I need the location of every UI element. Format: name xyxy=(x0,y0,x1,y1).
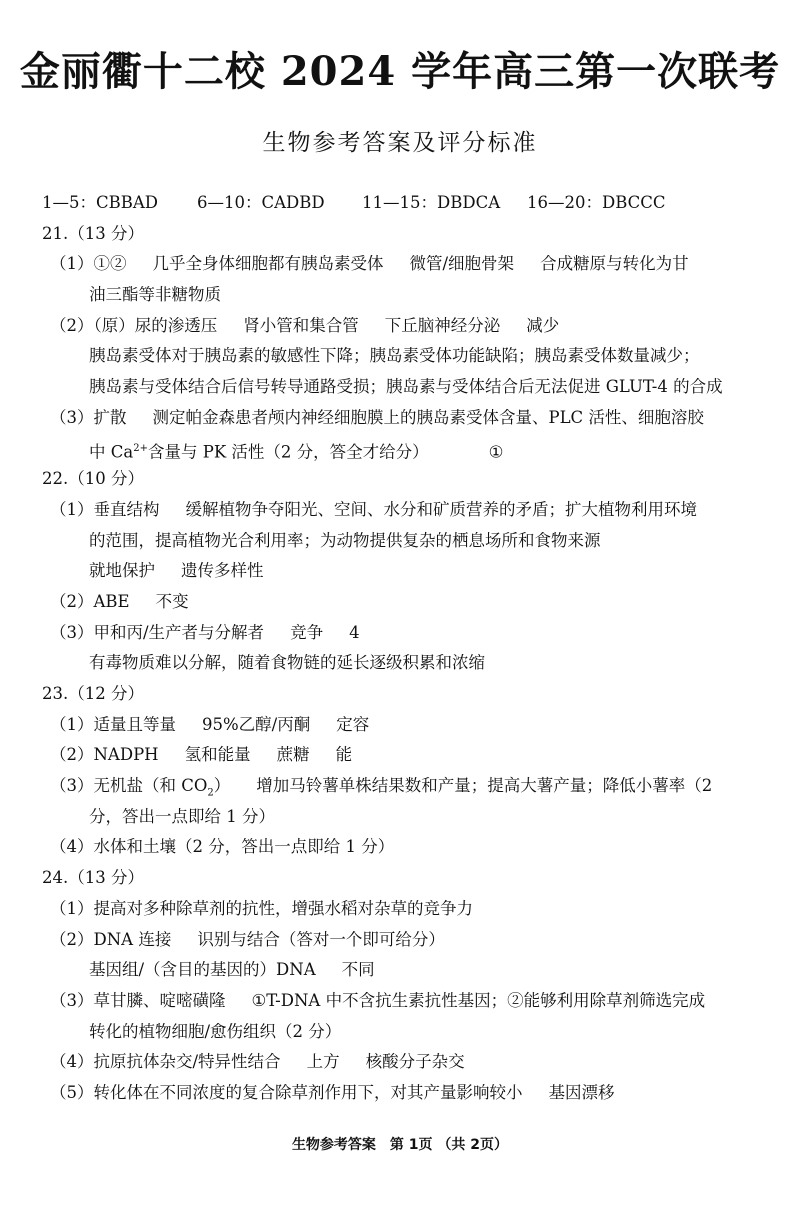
q21-p1-a: （1）①② xyxy=(50,254,127,274)
q21-p2-c: 下丘脑神经分泌 xyxy=(384,315,501,335)
q24-p3-a: （3）草甘膦、啶嘧磺隆 xyxy=(50,990,226,1010)
page-subtitle: 生物参考答案及评分标准 xyxy=(262,130,538,156)
q21-p3-ca-charge: 2+ xyxy=(133,442,148,454)
q24-part2-cont xyxy=(42,955,782,986)
q22-part2 xyxy=(42,587,782,618)
q23-p3-pre: （3）无机盐（和 CO xyxy=(50,776,208,796)
q23-p2-c: 蔗糖 xyxy=(276,745,310,765)
answer-content xyxy=(42,188,782,1109)
q24-part3-cont: 转化的植物细胞/愈伤组织（2 分） xyxy=(89,1021,342,1041)
q24-part2 xyxy=(42,925,782,956)
q21-p3-rest: 含量与 PK 活性（2 分，答全才给分） xyxy=(147,442,429,461)
q21-part2 xyxy=(42,311,782,342)
q23-p1-c: 定容 xyxy=(336,714,370,734)
q22-part3 xyxy=(42,618,782,649)
q24-p2b-b: 不同 xyxy=(341,960,375,980)
q22-part3-cont: 有毒物质难以分解，随着食物链的延长逐级积累和浓缩 xyxy=(89,653,485,673)
q23-p2-d: 能 xyxy=(335,745,353,765)
q22-p2-a: （2）ABE xyxy=(50,591,130,611)
q21-p2-a: （2）（原）尿的渗透压 xyxy=(50,315,218,335)
q22-part1 xyxy=(42,495,782,526)
q24-p4-b: 上方 xyxy=(306,1052,340,1072)
q24-p4-c: 核酸分子杂交 xyxy=(365,1052,465,1072)
choice-11-15: 11—15：DBDCA xyxy=(362,193,501,212)
q22-p1-b: 缓解植物争夺阳光、空间、水分和矿质营养的矛盾；扩大植物利用环境 xyxy=(185,499,697,519)
q23-part4: （4）水体和土壤（2 分，答出一点即给 1 分） xyxy=(50,837,395,857)
choice-16-20: 16—20：DBCCC xyxy=(527,193,666,212)
q23-p1-a: （1）适量且等量 xyxy=(50,714,176,734)
q21-p1-d: 合成糖原与转化为甘 xyxy=(540,254,689,274)
q22-p2-b: 不变 xyxy=(155,591,189,611)
q23-part1 xyxy=(42,710,782,741)
q22-p1c-a: 就地保护 xyxy=(89,561,155,581)
q24-part1: （1）提高对多种除草剂的抗性，增强水稻对杂草的竞争力 xyxy=(50,898,473,918)
q21-p3-b: 测定帕金森患者颅内神经细胞膜上的胰岛素受体含量、PLC 活性、细胞溶胶 xyxy=(152,407,704,427)
q24-p2-a: （2）DNA 连接 xyxy=(50,929,172,949)
q23-p2-b: 氢和能量 xyxy=(184,745,251,765)
q24-p2b-a: 基因组/（含目的基因的）DNA xyxy=(89,960,316,980)
choice-1-5: 1—5：CBBAD xyxy=(42,193,159,212)
q23-p1-b: 95%乙醇/丙酮 xyxy=(202,714,311,734)
q24-p5-a: （5）转化体在不同浓度的复合除草剂作用下，对其产量影响较小 xyxy=(50,1082,523,1102)
q24-p2-b: 识别与结合（答对一个即可给分） xyxy=(197,929,445,949)
q23-p3-rest: 增加马铃薯单株结果数和产量；提高大薯产量；降低小薯率（2 xyxy=(256,776,713,796)
q24-p5-b: 基因漂移 xyxy=(548,1082,615,1102)
choice-6-10: 6—10：CADBD xyxy=(197,193,325,212)
q21-part2-cont2: 胰岛素与受体结合后信号转导通路受损；胰岛素与受体结合后无法促进 GLUT-4 的合成 xyxy=(89,377,723,397)
q21-p3-ca: 中 Ca xyxy=(89,442,134,461)
q21-part2-cont1: 胰岛素受体对于胰岛素的敏感性下降；胰岛素受体功能缺陷；胰岛素受体数量减少； xyxy=(89,346,700,366)
q24-part4 xyxy=(42,1047,782,1078)
q21-p3-a: （3）扩散 xyxy=(50,407,127,427)
q22-header: 22.（10 分） xyxy=(42,469,144,489)
q22-p1c-b: 遗传多样性 xyxy=(181,561,264,581)
page-footer: 生物参考答案 第 1页 （共 2页） xyxy=(291,1137,509,1153)
q23-p3-co2-sub: 2 xyxy=(207,787,214,799)
q24-part5 xyxy=(42,1078,782,1109)
q21-p2-b: 肾小管和集合管 xyxy=(243,315,359,335)
choice-answers xyxy=(42,188,782,219)
q24-p4-a: （4）抗原抗体杂交/特异性结合 xyxy=(50,1052,281,1072)
q24-header: 24.（13 分） xyxy=(42,868,144,888)
q23-p3-post: ） xyxy=(213,776,231,796)
q21-p3-end: ① xyxy=(488,442,504,461)
q21-p1-b: 几乎全身体细胞都有胰岛素受体 xyxy=(152,254,384,274)
q23-part2 xyxy=(42,740,782,771)
q23-p2-a: （2）NADPH xyxy=(50,745,159,765)
q22-p3-c: 4 xyxy=(349,622,360,642)
q23-part3-cont: 分，答出一点即给 1 分） xyxy=(89,806,275,826)
q22-part1-cont: 的范围，提高植物光合利用率；为动物提供复杂的栖息场所和食物来源 xyxy=(89,530,601,550)
q21-p2-d: 减少 xyxy=(526,315,560,335)
q24-p3-b: ①T-DNA 中不含抗生素抗性基因；②能够利用除草剂筛选完成 xyxy=(251,990,706,1010)
q23-part3 xyxy=(42,771,782,802)
q21-header: 21.（13 分） xyxy=(42,223,144,243)
q21-part3 xyxy=(42,403,782,434)
q21-part3-cont xyxy=(42,434,782,465)
page-title: 金丽衢十二校 2024 学年高三第一次联考 xyxy=(19,48,781,95)
q22-part1-cont2 xyxy=(42,556,782,587)
q22-p1-a: （1）垂直结构 xyxy=(50,499,160,519)
q22-p3-b: 竞争 xyxy=(290,622,324,642)
q21-p1-c: 微管/细胞骨架 xyxy=(409,254,515,274)
q21-part1 xyxy=(42,249,782,280)
q24-part3 xyxy=(42,986,782,1017)
q22-p3-a: （3）甲和丙/生产者与分解者 xyxy=(50,622,265,642)
q21-part1-cont: 油三酯等非糖物质 xyxy=(89,285,221,305)
q23-header: 23.（12 分） xyxy=(42,684,144,703)
